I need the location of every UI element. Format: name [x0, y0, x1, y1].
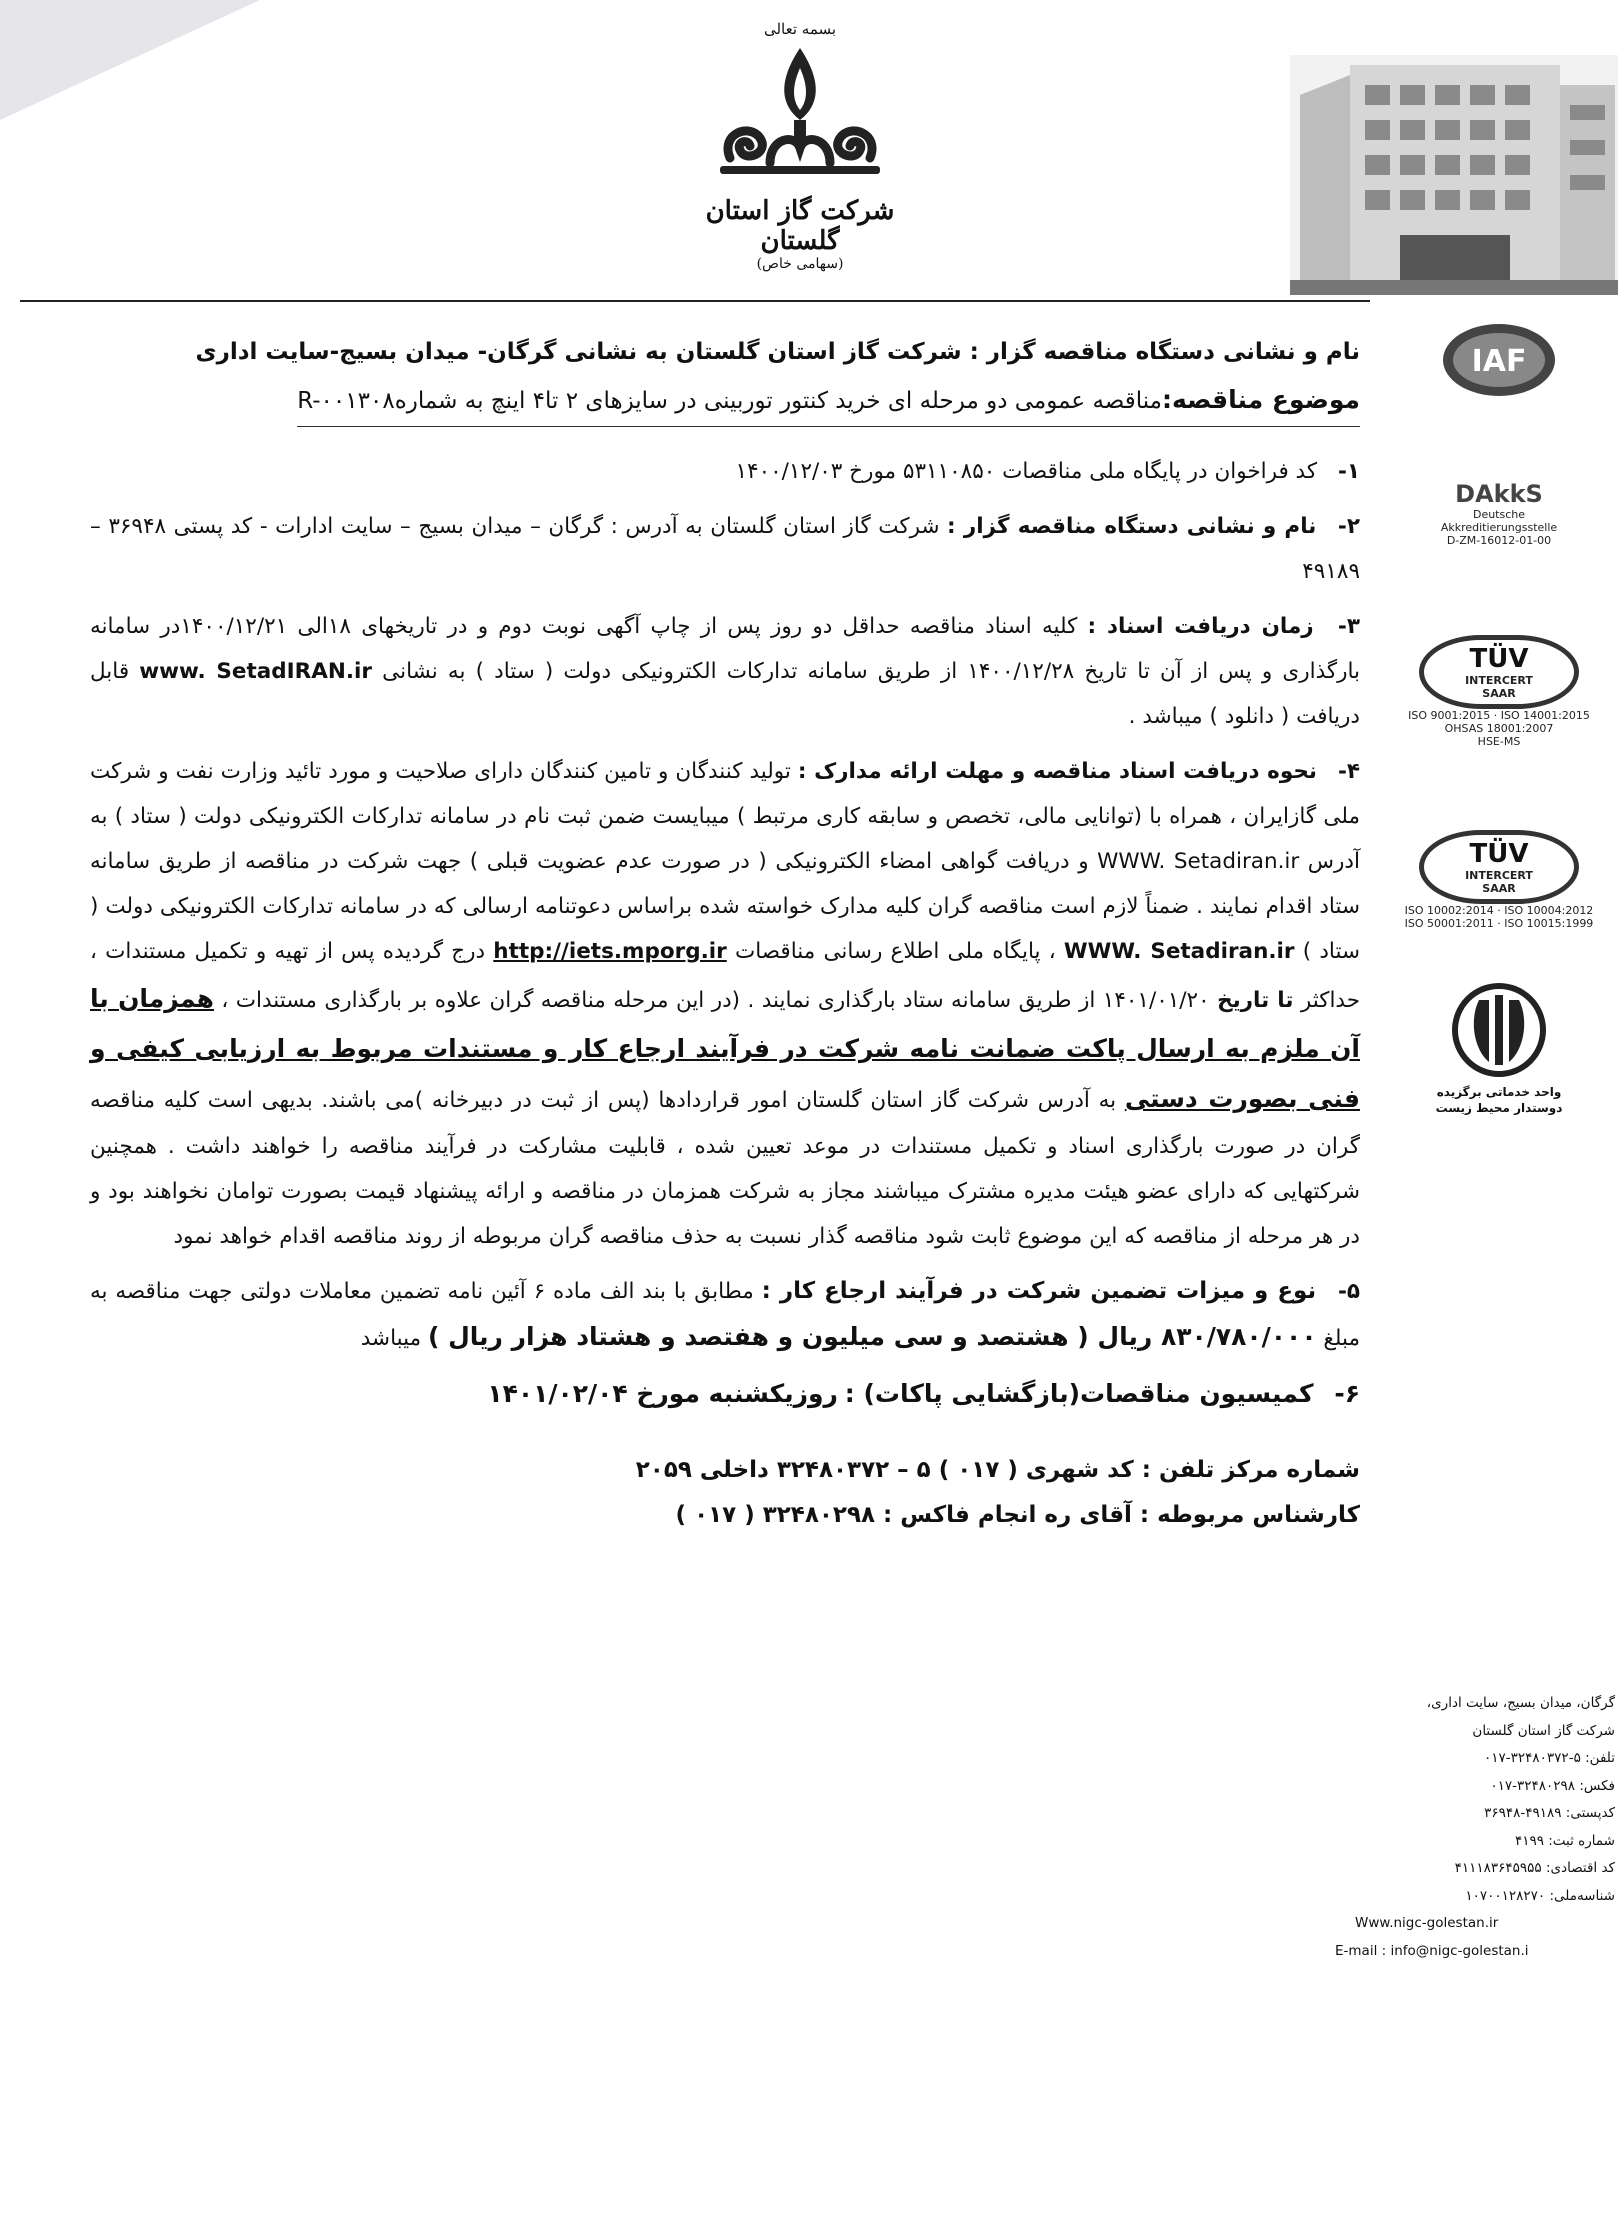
address-phone: تلفن: ۵-۳۲۴۸۰۳۷۲-۰۱۷: [1484, 1750, 1615, 1766]
tuv-1-line-1: ISO 9001:2015 · ISO 14001:2015: [1408, 709, 1590, 722]
item-6: [90, 1371, 1360, 1418]
item-4-until-label: تا تاریخ: [1217, 988, 1294, 1013]
tuv-badge-2: [1380, 830, 1618, 930]
header-divider: [20, 300, 1370, 302]
item-2-text: شرکت گاز استان گلستان به آدرس : گرگان – میدان بسیج – سایت ادارات - کد پستی ۳۶۹۴۸ – ۴۹۱۸۹: [90, 514, 1360, 584]
environment-line-1: واحد خدماتی برگزیده: [1436, 1085, 1562, 1099]
address-line-2: شرکت گاز استان گلستان: [1472, 1722, 1615, 1739]
item-2-number: ۲-: [1337, 514, 1360, 539]
page-curl-shade: [0, 0, 260, 120]
phone-line: شماره مرکز تلفن : کد شهری ( ۰۱۷ ) ۵ – ۳۲۴۸۰۳۷۲ داخلی ۲۰۵۹: [635, 1457, 1360, 1483]
item-4-text-d: درج گردیده پس از تهیه و تکمیل مستندات ، حداکثر: [90, 939, 1361, 1013]
item-4-text-e: ۱۴۰۱/۰۱/۲۰ از طریق سامانه ستاد بارگذاری نمایند . (در این مرحله مناقصه گران علاوه بر بارگذاری مستندات ،: [221, 988, 1210, 1013]
item-1: [90, 449, 1360, 494]
item-4-iets-link[interactable]: http://iets.mporg.ir: [493, 939, 727, 964]
item-4-site-link-2[interactable]: WWW. Setadiran.ir: [1063, 939, 1295, 964]
tuv-2-line-2: ISO 50001:2011 · ISO 10015:1999: [1404, 917, 1594, 930]
item-3-title: زمان دریافت اسناد :: [1087, 614, 1314, 639]
item-5-text-after: میباشد: [360, 1326, 422, 1351]
company-name: شرکت گاز استان گلستان: [705, 196, 895, 256]
item-1-text: کد فراخوان در پایگاه ملی مناقصات ۵۳۱۱۰۸۵۰ مورخ ۱۴۰۰/۱۲/۰۳: [735, 459, 1318, 484]
dakks-badge: [1380, 480, 1618, 547]
tuv-1-saar: SAAR: [1482, 687, 1516, 700]
item-4: [90, 749, 1360, 1259]
item-4-text-a: تولید کنندگان و تامین کنندگان دارای صلاحیت و مورد تائید وزارت نفت و شرکت ملی گازایران ، همراه با (توانایی مالی، تخصص و سابقه کاری مرتبط ) میبایست ضمن ثبت نام در سامانه تدارکات الکترونیکی دولت ( ستاد ) به آدرس: [90, 759, 1360, 874]
item-3: [90, 604, 1360, 739]
tender-notice-body: [90, 330, 1360, 1538]
item-3-text: کلیه اسناد مناقصه حداقل دو روز پس از چاپ آگهی نوبت دوم و در تاریخهای ۱۸الی ۱۴۰۰/۱۲/۲۱در سامانه بارگذاری و پس از آن تا تاریخ ۱۴۰۰/۱۲/۲۸ از طریق سامانه تدارکات الکترونیکی دولت ( ستاد ) به نشانی: [90, 614, 1361, 684]
address-registration: شماره ثبت: ۴۱۹۹: [1514, 1832, 1615, 1849]
environment-logo-icon: [1449, 980, 1549, 1080]
item-4-text-b: و دریافت گواهی امضاء الکترونیکی ( در صورت عدم عضویت قبلی ) جهت شرکت در مناقصه از طریق سامانه ستاد اقدام نمایند . ضمناً لازم است مناقصه گران کلیه مدارک خواسته شده براساس دعوتنامه ارسالی که در سامانه تدارکات الکترونیکی دولت ( ستاد ): [90, 849, 1360, 964]
subject-label: موضوع مناقصه:: [1162, 385, 1360, 414]
tuv-2-line-1: ISO 10002:2014 · ISO 10004:2012: [1404, 904, 1594, 917]
tuv-badge-1: [1380, 635, 1618, 748]
item-5-title: نوع و میزات تضمین شرکت در فرآیند ارجاع کار :: [761, 1278, 1317, 1304]
address-fax: فکس: ۳۲۴۸۰۲۹۸-۰۱۷: [1490, 1777, 1615, 1794]
fax-line: کارشناس مربوطه : آقای ره انجام فاکس : ۳۲۴۸۰۲۹۸ ( ۰۱۷ ): [675, 1502, 1360, 1528]
address-email[interactable]: E-mail : info@nigc-golestan.i: [1335, 1942, 1529, 1959]
item-3-number: ۳-: [1337, 614, 1360, 639]
address-national-id: شناسه‌ملی: ۱۰۷۰۰۱۲۸۲۷۰: [1465, 1887, 1615, 1904]
item-5-amount: ۸۳۰/۷۸۰/۰۰۰ ریال ( هشتصد و سی میلیون و هفتصد و هشتاد هزار ریال ): [427, 1322, 1317, 1351]
item-5-number: ۵-: [1337, 1279, 1360, 1304]
iaf-text: IAF: [1471, 344, 1527, 379]
item-4-title: نحوه دریافت اسناد مناقصه و مهلت ارائه مدارک :: [797, 759, 1317, 784]
address-economic-code: کد اقتصادی: ۴۱۱۱۸۳۶۴۵۹۵۵: [1454, 1860, 1615, 1876]
item-6-text: روزیکشنبه مورخ ۱۴۰۱/۰۲/۰۴: [487, 1379, 838, 1408]
dakks-line-2: Akkreditierungsstelle: [1440, 521, 1558, 534]
item-4-number: ۴-: [1337, 759, 1360, 784]
environment-line-2: دوستدار محیط زیست: [1435, 1101, 1563, 1115]
item-4-site-link-1[interactable]: WWW. Setadiran.ir: [1097, 849, 1300, 874]
dakks-code: D-ZM-16012-01-00: [1446, 534, 1552, 547]
item-6-number: ۶-: [1334, 1379, 1360, 1408]
iaf-badge: [1380, 320, 1618, 404]
item-3-site-link[interactable]: www. SetadIRAN.ir: [139, 659, 373, 684]
company-logo: [700, 20, 900, 290]
company-address-block: [1335, 1690, 1615, 1965]
tuv-1-sub: INTERCERT: [1465, 674, 1533, 687]
dakks-line-1: Deutsche: [1472, 508, 1526, 521]
tuv-2-saar: SAAR: [1482, 882, 1516, 895]
tuv-1-name: TÜV: [1469, 644, 1529, 674]
item-5-text: مطابق با بند الف ماده ۶ آئین نامه تضمین معاملات دولتی جهت مناقصه به مبلغ: [90, 1279, 1360, 1351]
environment-badge: [1380, 980, 1618, 1116]
tuv-1-oval: [1419, 635, 1579, 709]
item-4-emphasis: همزمان با آن ملزم به ارسال پاکت ضمانت نامه شرکت در فرآیند ارجاع کار و مستندات مربوط به ارزیابی کیفی و فنی بصورت دستی: [90, 984, 1360, 1113]
subject-line: [297, 377, 1360, 427]
issuer-address-line: نام و نشانی دستگاه مناقصه گزار : شرکت گاز استان گلستان به نشانی گرگان- میدان بسیج-سایت اداری: [195, 339, 1360, 365]
address-line-1: گرگان، میدان بسیج، سایت اداری،: [1426, 1695, 1615, 1711]
item-1-number: ۱-: [1337, 459, 1360, 484]
item-4-text-f: به آدرس شرکت گاز استان گلستان امور قراردادها (پس از ثبت در دبیرخانه )می باشند. بدیهی است کلیه مناقصه گران در صورت بارگذاری اسناد و تکمیل مستندات در موعد تعیین شده ، قابلیت مشارکت در فرآیند مناقصه را خواهند داشت . همچنین شرکتهایی که دارای عضو هیئت مدیره مشترک میباشند مجاز به شرکت همزمان در مناقصه و ارائه پیشنهاد قیمت بصورت توامان نخواهند بود و در هر مرحله از مناقصه که این موضوع ثابت شود مناقصه گذار نسبت به حذف مناقصه گران مربوطه از روند مناقصه اقدام خواهد نمود: [90, 1088, 1360, 1249]
basmala: بسمه تعالی: [763, 20, 837, 38]
company-type: (سهامی خاص): [756, 256, 844, 272]
tuv-2-sub: INTERCERT: [1465, 869, 1533, 882]
tuv-2-name: TÜV: [1469, 839, 1529, 869]
subject-text: مناقصه عمومی دو مرحله ای خرید کنتور توربینی در سایزهای ۲ تا۴ اینچ به شماره‌R-۰۰۱۳۰۸: [297, 388, 1162, 414]
address-postal-code: کدپستی: ۴۹۱۸۹-۳۶۹۴۸: [1484, 1805, 1615, 1821]
tuv-1-line-2: OHSAS 18001:2007: [1444, 722, 1554, 735]
item-3-text-after: قابل دریافت ( دانلود ) میباشد .: [90, 659, 1360, 729]
item-6-title: کمیسیون مناقصات(بازگشایی پاکات) :: [844, 1379, 1314, 1408]
nigc-flame-emblem: [700, 38, 900, 188]
item-5: [90, 1269, 1360, 1361]
tuv-2-oval: [1419, 830, 1579, 904]
dakks-name: DAkkS: [1455, 480, 1543, 508]
item-4-text-c: ، پایگاه ملی اطلاع رسانی مناقصات: [734, 939, 1056, 964]
item-2-title: نام و نشانی دستگاه مناقصه گزار :: [947, 514, 1317, 539]
tuv-1-line-3: HSE-MS: [1477, 735, 1521, 748]
office-building-photo: [1290, 55, 1618, 295]
address-website[interactable]: Www.nigc-golestan.ir: [1355, 1915, 1499, 1931]
item-2: [90, 504, 1360, 594]
